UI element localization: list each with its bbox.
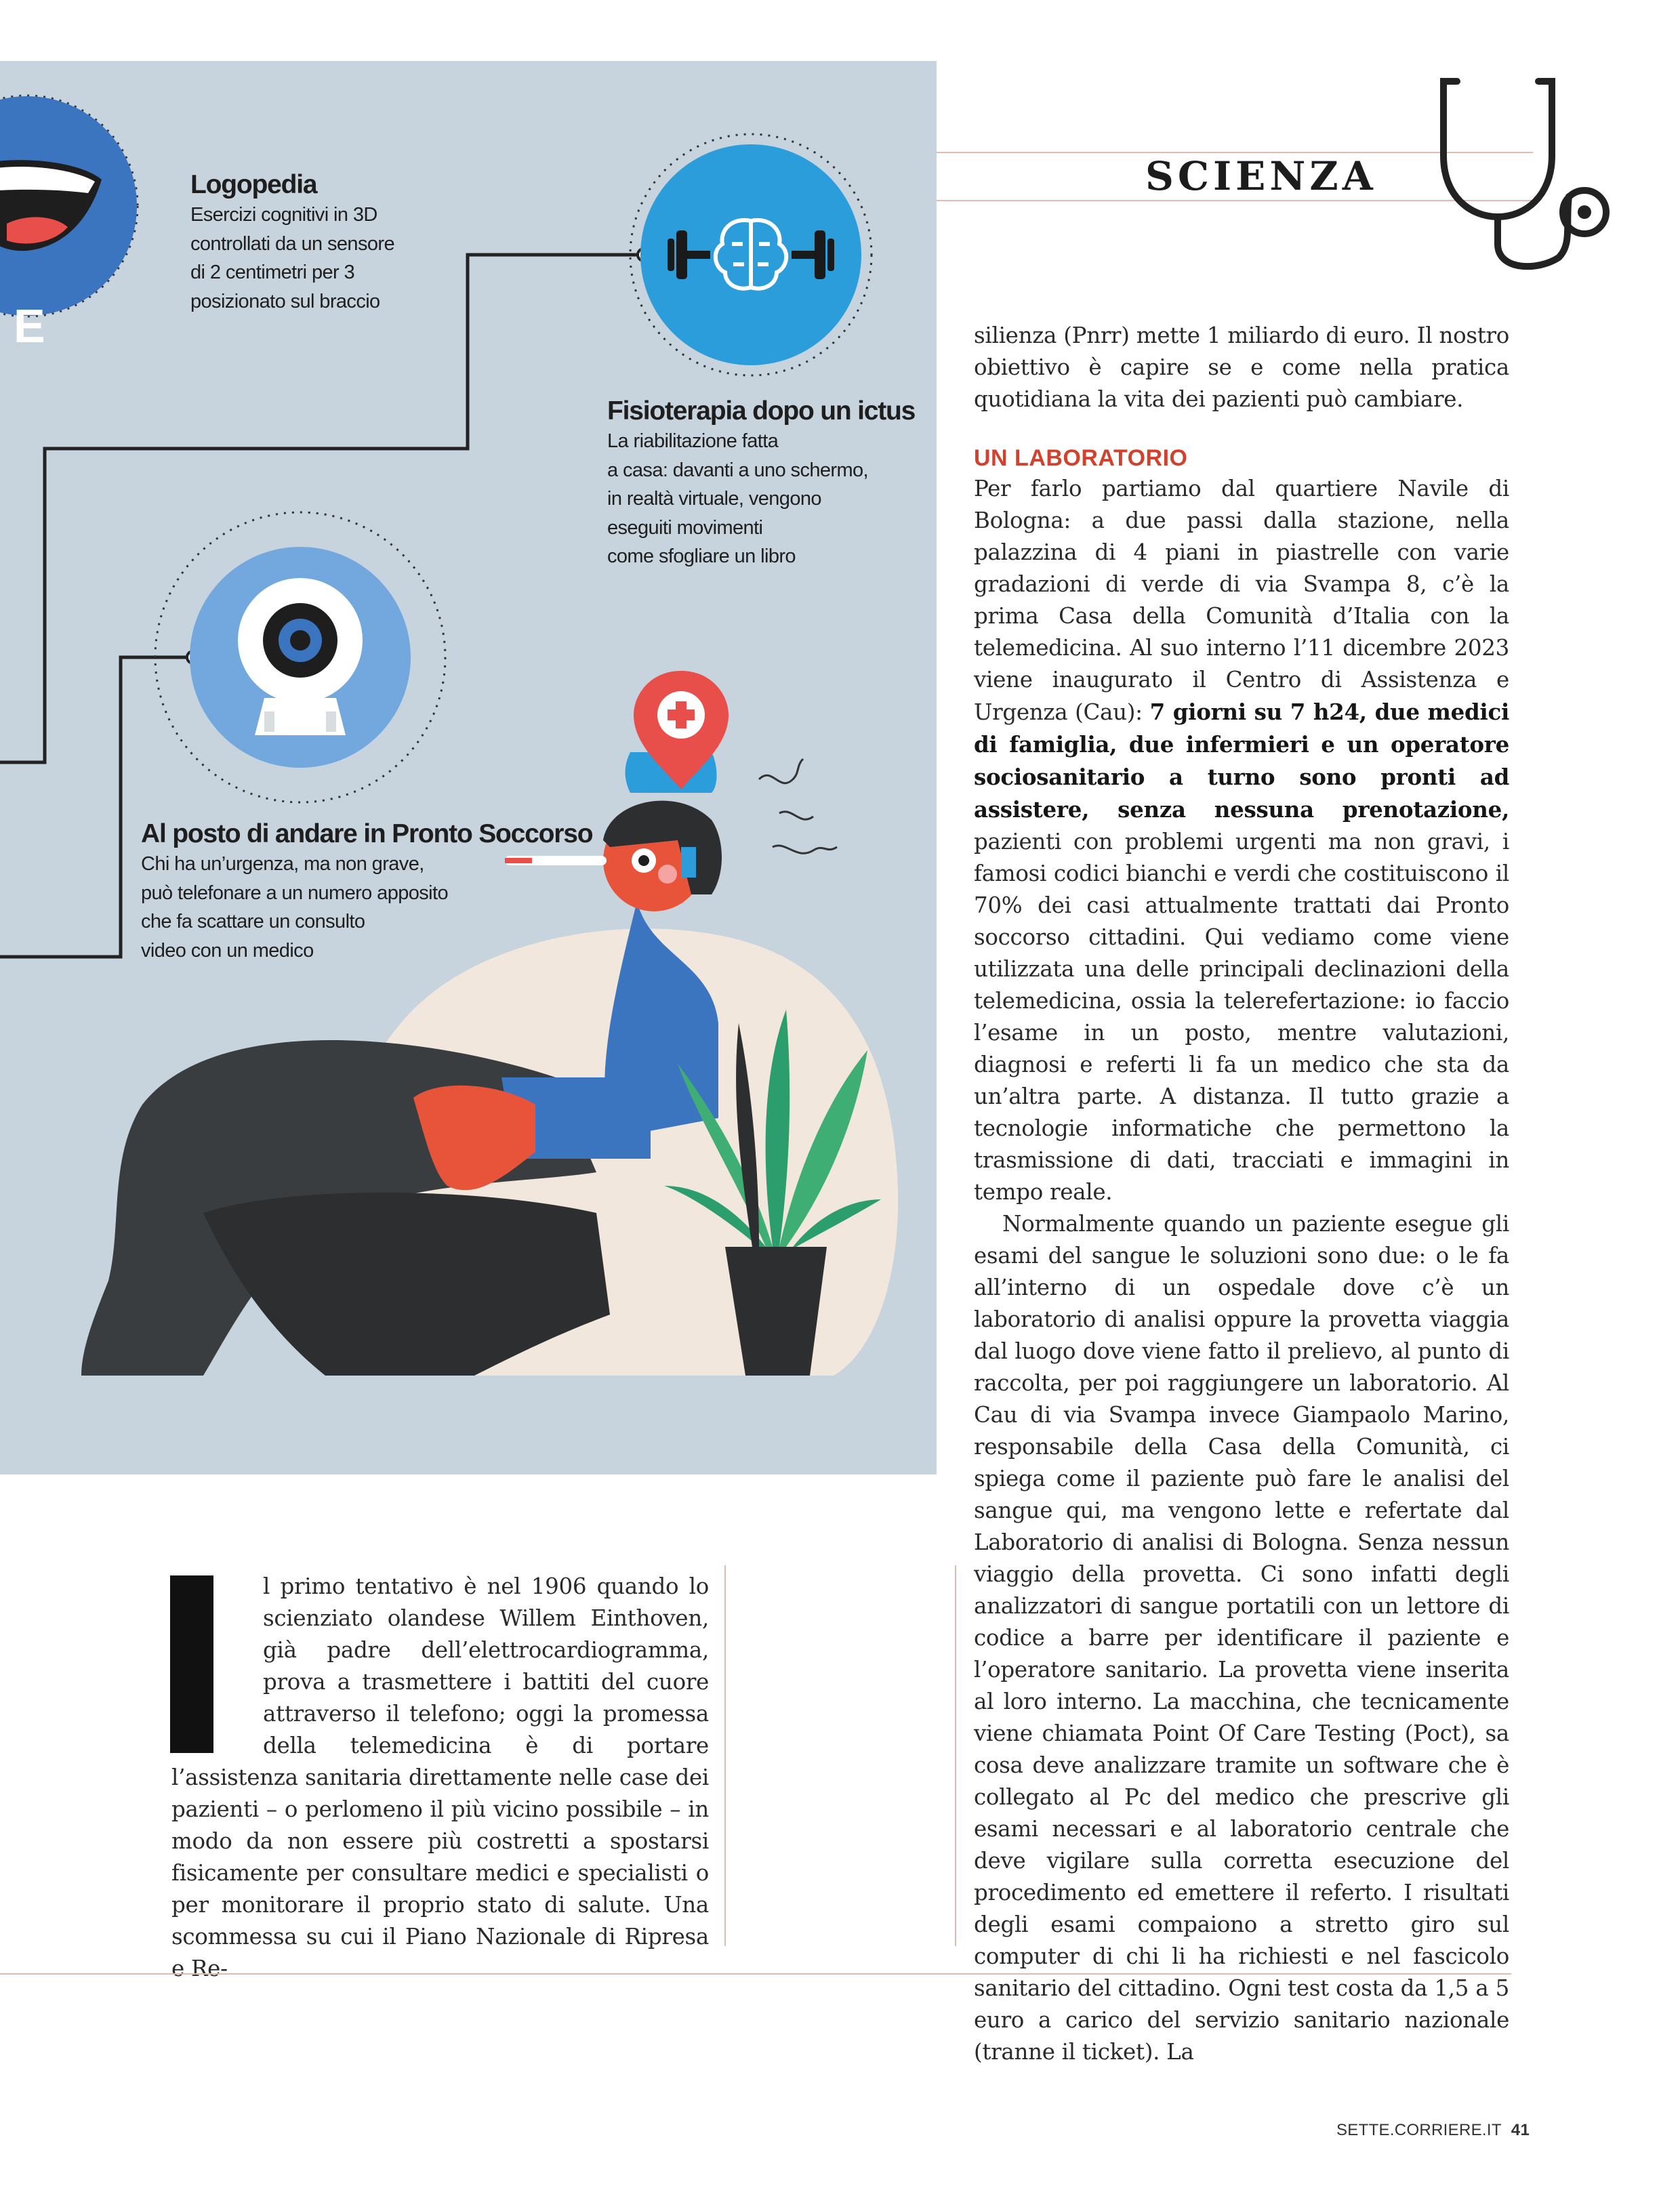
column-divider	[724, 1565, 726, 1946]
footer-site: SETTE.CORRIERE.IT	[1336, 2121, 1502, 2139]
section-title: SCIENZA	[1145, 153, 1377, 199]
intro-continuation: silienza (Pnrr) mette 1 miliardo di euro. Il nostro obiettivo è capire se e come nella pratica quotidiana la vita dei pazienti può cambiare.	[974, 323, 1509, 412]
caption-text: Esercizi cognitivi in 3D controllati da un sensore di 2 centimetri per 3 posizionato sul braccio	[190, 204, 394, 312]
svg-text:E: E	[14, 300, 45, 352]
subheading: UN LABORATORIO	[974, 445, 1188, 471]
caption-text: La riabilitazione fatta a casa: davanti a uno schermo, in realtà virtuale, vengono eseguiti movimenti come sfogliare un libro	[607, 430, 869, 567]
caption-title: Fisioterapia dopo un ictus	[607, 396, 916, 426]
brain-dumbbell-icon	[630, 134, 872, 375]
caption-fisioterapia	[607, 396, 915, 571]
paragraph-bold: 7 giorni su 7 h24, due medici di famiglia, due infermieri e un operatore sociosanitario a turno sono pronti ad assistere, senza nessuna prenotazione,	[974, 699, 1509, 823]
column-divider	[955, 1565, 956, 1946]
article-column-left	[171, 1571, 709, 1985]
stethoscope-icon	[1430, 68, 1620, 278]
intro-paragraph: l primo tentativo è nel 1906 quando lo scienziato olandese Willem Einthoven, già padre dell’elettrocardiogramma, prova a trasmettere i battiti del cuore attraverso il telefono; oggi la promessa della telemedicina è di portare l’assistenza sanitaria direttamente nelle case dei pazienti – o perlomeno il più vicino possibile – in modo da non essere più costretti a spostarsi fisicamente per consultare medici e specialisti o per monitorare il proprio stato di salute. Una scommessa su cui il Piano Nazionale di Ripresa e Re-	[171, 1573, 709, 1981]
caption-pronto-soccorso	[141, 819, 592, 965]
illustration-artwork	[0, 61, 937, 1474]
paragraph-2: Normalmente quando un paziente esegue gli esami del sangue le soluzioni sono due: o le fa all’interno di un ospedale dove c’è un laboratorio di analisi oppure la provetta viaggia dal luogo dove viene fatto il prelievo, al punto di raccolta, per poi raggiungere un laboratorio. Al Cau di via Svampa invece Giampaolo Marino, responsabile della Casa della Comunità, ci spiega come il paziente può fare le analisi del sangue qui, ma vengono lette e refertate dal Laboratorio di analisi di Bologna. Senza nessun viaggio della provetta. Ci sono infatti degli analizzatori di sangue portatili con un lettore di codice a barre per identificare il paziente e l’operatore sanitario. La provetta viene inserita al loro interno. La macchina, che tecnicamente viene chiamata Point Of Care Testing (Poct), sa cosa deve analizzare tramite un software che è collegato al Pc del medico che prescrive gli esami necessari e al laboratorio centrale che deve vigilare sulla corretta esecuzione del procedimento ed emettere il referto. I risultati degli esami compaiono a stretto giro sul computer di chi li ha richiesti e nel fascicolo sanitario del cittadino. Ogni test costa da 1,5 a 5 euro a carico del servizio sanitario nazionale (tranne il ticket). La	[974, 1211, 1509, 2065]
footer-rule	[0, 1973, 1511, 1975]
caption-logopedia	[190, 169, 394, 316]
caption-text: Chi ha un’urgenza, ma non grave, può telefonare a un numero apposito che fa scattare un consulto video con un medico	[141, 853, 449, 962]
webcam-icon	[155, 512, 445, 802]
caption-title: Al posto di andare in Pronto Soccorso	[141, 819, 593, 848]
article-column-right	[974, 320, 1509, 2068]
paragraph-text: Per farlo partiamo dal quartiere Navile di Bologna: a due passi dalla stazione, nella palazzina di 4 piani in piastrelle con varie gradazioni di verde di via Svampa 8, c’è la prima Casa della Comunità d’Italia con la telemedicina. Al suo interno l’11 dicembre 2023 viene inaugurato il Centro di Assistenza e Urgenza (Cau):	[974, 476, 1509, 725]
infographic-illustration	[0, 61, 937, 1474]
paragraph-text: pazienti con problemi urgenti ma non gravi, i famosi codici bianchi e verdi che costituiscono il 70% dei casi attualmente trattati dai Pronto soccorso cittadini. Qui vediamo come viene utilizzata una delle principali declinazioni della telemedicina, ossia la telerefertazione: io faccio l’esame in un posto, mentre valutazioni, diagnosi e referti li fa un medico che sta da un’altra parte. A distanza. Il tutto grazie a tecnologie informatiche che permettono la trasmissione di dati, tracciati e immagini in tempo reale.	[974, 829, 1509, 1205]
page-footer	[1336, 2121, 1530, 2140]
caption-title: Logopedia	[190, 170, 317, 199]
paragraph-1	[974, 473, 1509, 1208]
mouth-icon	[0, 94, 139, 352]
page-number: 41	[1511, 2121, 1530, 2139]
